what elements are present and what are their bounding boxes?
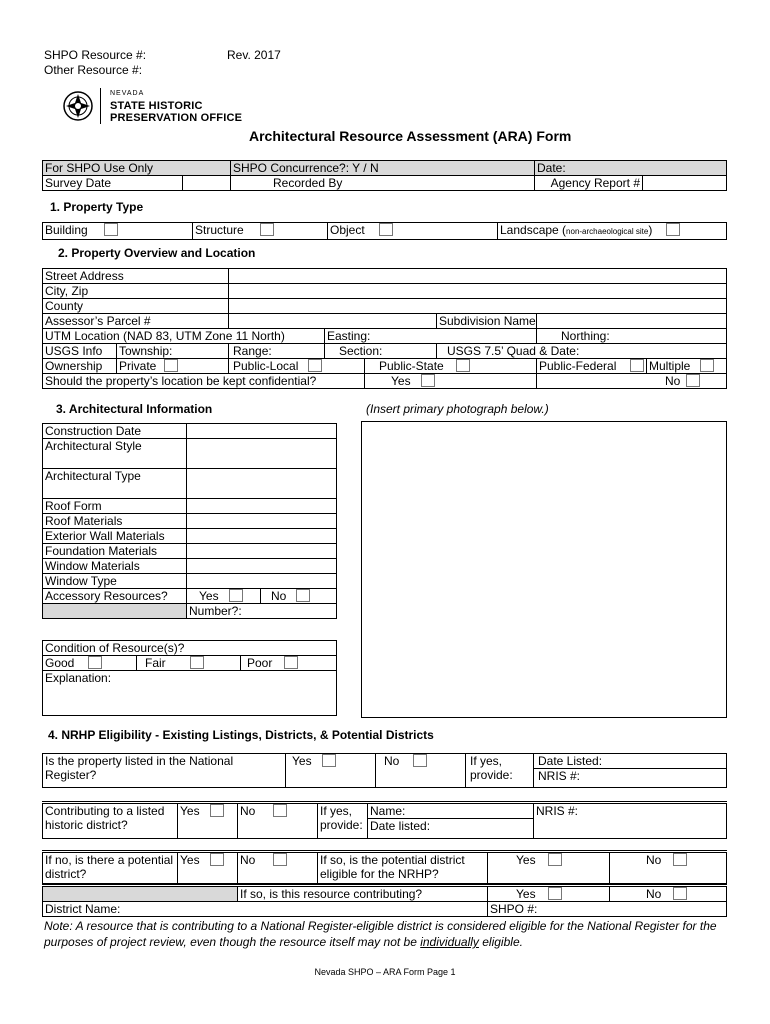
- national-register-table: [42, 753, 727, 788]
- range-label: Range:: [229, 344, 325, 359]
- shpo-logo: [100, 88, 242, 124]
- district-date-label: Date listed:: [370, 819, 431, 834]
- logo-state: NEVADA: [110, 90, 145, 97]
- district-name-label: Name:: [370, 804, 406, 818]
- accessory-no-label: No: [271, 589, 287, 603]
- shpo-resource-label: SHPO Resource #:: [44, 48, 147, 62]
- recorded-by-label: Recorded By: [273, 176, 343, 190]
- county-field[interactable]: [229, 299, 727, 314]
- accessory-yes-checkbox[interactable]: [229, 589, 243, 602]
- accessory-label: Accessory Resources?: [43, 589, 187, 604]
- confidential-yes-label: Yes: [391, 374, 411, 388]
- window-type-field[interactable]: [187, 574, 337, 589]
- note-part2: eligible.: [478, 935, 523, 949]
- eligible-no-checkbox[interactable]: [673, 853, 687, 866]
- agency-report-text: Agency Report #: [550, 176, 640, 190]
- primary-photograph-area[interactable]: [361, 421, 727, 718]
- contributing-question: Contributing to a listed historic district?: [43, 803, 178, 839]
- public-federal-checkbox[interactable]: [630, 359, 644, 372]
- district-date-field[interactable]: [368, 819, 534, 839]
- concurrence-label: SHPO Concurrence?: Y / N: [231, 161, 535, 176]
- contributing-resource-table: [42, 884, 727, 917]
- quad-label: USGS 7.5’ Quad & Date:: [437, 344, 727, 359]
- roof-materials-label: Roof Materials: [43, 514, 187, 529]
- eligible-no-cell: [610, 852, 727, 884]
- confidential-label: Should the property’s location be kept confidential?: [43, 374, 365, 389]
- contributing-resource-spacer: [43, 886, 238, 902]
- district-name-final-label: District Name:: [45, 902, 121, 916]
- accessory-no-cell: [261, 589, 337, 604]
- landscape-checkbox[interactable]: [666, 223, 680, 236]
- eligible-yes-cell: [488, 852, 610, 884]
- parcel-field[interactable]: [229, 314, 437, 329]
- good-cell: [43, 656, 137, 671]
- window-type-label: Window Type: [43, 574, 187, 589]
- roof-materials-field[interactable]: [187, 514, 337, 529]
- building-cell: [43, 223, 193, 240]
- eligibility-note: [44, 918, 734, 950]
- exterior-wall-field[interactable]: [187, 529, 337, 544]
- easting-label: Easting:: [325, 329, 537, 344]
- good-checkbox[interactable]: [88, 656, 102, 669]
- resource-yes-checkbox[interactable]: [548, 887, 562, 900]
- parcel-label: Assessor’s Parcel #: [43, 314, 229, 329]
- potential-question: If no, is there a potential district?: [43, 852, 178, 884]
- date-listed-label: Date Listed:: [538, 754, 603, 768]
- district-nris-label: NRIS #:: [536, 804, 579, 818]
- agency-report-field[interactable]: [643, 176, 727, 191]
- usgs-label: USGS Info: [43, 344, 117, 359]
- contributing-no-checkbox[interactable]: [273, 804, 287, 817]
- listed-no-checkbox[interactable]: [413, 754, 427, 767]
- public-federal-label: Public-Federal: [539, 359, 617, 373]
- section-label: Section:: [325, 344, 437, 359]
- eligible-yes-checkbox[interactable]: [548, 853, 562, 866]
- confidential-no-checkbox[interactable]: [686, 374, 700, 387]
- landscape-cell: [498, 223, 727, 240]
- window-materials-label: Window Materials: [43, 559, 187, 574]
- confidential-no-cell: [537, 374, 727, 389]
- fair-label: Fair: [145, 656, 166, 670]
- revision-label: Rev. 2017: [227, 48, 281, 62]
- contributing-no-cell: [238, 803, 318, 839]
- listed-yes-checkbox[interactable]: [322, 754, 336, 767]
- potential-no-cell: [238, 852, 318, 884]
- condition-label: Condition of Resource(s)?: [43, 641, 337, 656]
- listed-no-cell: [376, 754, 466, 788]
- structure-label: Structure: [195, 223, 244, 237]
- explanation-field[interactable]: [43, 671, 337, 716]
- number-label[interactable]: Number?:: [187, 604, 337, 619]
- potential-yes-checkbox[interactable]: [210, 853, 224, 866]
- district-table: [42, 801, 727, 839]
- contributing-yes-cell: [178, 803, 238, 839]
- poor-cell: [241, 656, 337, 671]
- landscape-note: non-archaeological site: [566, 227, 649, 236]
- public-local-checkbox[interactable]: [308, 359, 322, 372]
- arch-type-field[interactable]: [187, 469, 337, 499]
- potential-no-label: No: [240, 853, 256, 867]
- survey-date-label: Survey Date: [43, 176, 183, 191]
- resource-no-label: No: [646, 887, 662, 901]
- resource-yes-cell: [488, 886, 610, 902]
- admin-date-label: Date:: [535, 161, 727, 176]
- other-resource-label: Other Resource #:: [44, 63, 143, 77]
- note-part1: Note: A resource that is contributing to a National Register-eligible district is considered eligible for the National Register for the purposes of project review, even though the resource itself may not be: [44, 919, 717, 949]
- section2-heading: 2. Property Overview and Location: [58, 246, 256, 260]
- object-cell: [328, 223, 498, 240]
- poor-checkbox[interactable]: [284, 656, 298, 669]
- shpo-use-label: For SHPO Use Only: [43, 161, 231, 176]
- contributing-resource-question: If so, is this resource contributing?: [238, 886, 488, 902]
- date-listed-field[interactable]: [534, 754, 727, 769]
- potential-no-checkbox[interactable]: [273, 853, 287, 866]
- resource-yes-label: Yes: [516, 887, 536, 901]
- property-overview-table: [42, 268, 727, 389]
- contributing-if-yes: If yes, provide:: [318, 803, 368, 839]
- photo-caption: (Insert primary photograph below.): [366, 402, 549, 416]
- public-local-cell: [229, 359, 365, 374]
- landscape-close: ): [648, 223, 653, 237]
- accessory-yes-label: Yes: [199, 589, 219, 603]
- admin-table: [42, 160, 727, 191]
- foundation-field[interactable]: [187, 544, 337, 559]
- foundation-label: Foundation Materials: [43, 544, 187, 559]
- private-cell: [117, 359, 229, 374]
- landscape-label: Landscape (: [500, 223, 567, 237]
- listed-question: Is the property listed in the National Register?: [43, 754, 286, 788]
- city-label: City, Zip: [43, 284, 229, 299]
- form-title: Architectural Resource Assessment (ARA) Form: [249, 128, 572, 144]
- city-field[interactable]: [229, 284, 727, 299]
- shpo-number-label: SHPO #:: [490, 902, 538, 916]
- listed-no-label: No: [384, 754, 400, 768]
- public-state-label: Public-State: [379, 359, 444, 373]
- fair-cell: [137, 656, 241, 671]
- accessory-no-checkbox[interactable]: [296, 589, 310, 602]
- district-name-field[interactable]: [368, 803, 534, 819]
- listed-yes-label: Yes: [292, 754, 312, 768]
- utm-label: UTM Location (NAD 83, UTM Zone 11 North): [43, 329, 325, 344]
- shpo-number-field[interactable]: [488, 902, 727, 917]
- explanation-label: Explanation:: [45, 671, 112, 685]
- section3-heading: 3. Architectural Information: [56, 402, 213, 416]
- confidential-yes-checkbox[interactable]: [421, 374, 435, 387]
- confidential-yes-cell: [365, 374, 537, 389]
- eligible-yes-label: Yes: [516, 853, 536, 867]
- construction-date-field[interactable]: [187, 424, 337, 439]
- listed-nris-field[interactable]: [534, 769, 727, 788]
- contributing-yes-label: Yes: [180, 804, 200, 818]
- county-label: County: [43, 299, 229, 314]
- subdivision-field[interactable]: [537, 314, 727, 329]
- arch-type-label: Architectural Type: [43, 469, 187, 499]
- eligible-no-label: No: [646, 853, 662, 867]
- number-spacer: [43, 604, 187, 619]
- contributing-no-label: No: [240, 804, 256, 818]
- roof-form-field[interactable]: [187, 499, 337, 514]
- condition-table: [42, 640, 337, 716]
- multiple-label: Multiple: [649, 359, 691, 373]
- shpo-seal-icon: [62, 90, 94, 122]
- property-type-table: [42, 222, 727, 240]
- listed-nris-label: NRIS #:: [538, 769, 581, 783]
- architectural-info-table: [42, 423, 337, 619]
- recorded-by-cell[interactable]: [231, 176, 535, 191]
- resource-no-cell: [610, 886, 727, 902]
- agency-report-label: [535, 176, 643, 191]
- district-name-final-field[interactable]: [43, 902, 488, 917]
- good-label: Good: [45, 656, 75, 670]
- ownership-label: Ownership: [43, 359, 117, 374]
- arch-style-field[interactable]: [187, 439, 337, 469]
- potential-yes-label: Yes: [180, 853, 200, 867]
- northing-label: Northing:: [537, 329, 727, 344]
- multiple-cell: [647, 359, 727, 374]
- listed-if-yes: If yes, provide:: [466, 754, 534, 788]
- exterior-wall-label: Exterior Wall Materials: [43, 529, 187, 544]
- public-state-checkbox[interactable]: [456, 359, 470, 372]
- note-underlined: individually: [420, 935, 479, 949]
- potential-eligible-question: If so, is the potential district eligible for the NRHP?: [318, 852, 488, 884]
- structure-cell: [193, 223, 328, 240]
- street-field[interactable]: [229, 269, 727, 284]
- building-label: Building: [45, 223, 88, 237]
- fair-checkbox[interactable]: [190, 656, 204, 669]
- logo-line1: STATE HISTORIC: [110, 100, 203, 112]
- listed-yes-cell: [286, 754, 376, 788]
- confidential-no-label: No: [665, 374, 681, 388]
- section1-heading: 1. Property Type: [50, 200, 144, 214]
- public-federal-cell: [537, 359, 647, 374]
- roof-form-label: Roof Form: [43, 499, 187, 514]
- object-checkbox[interactable]: [379, 223, 393, 236]
- street-label: Street Address: [43, 269, 229, 284]
- accessory-yes-cell: [187, 589, 261, 604]
- private-checkbox[interactable]: [164, 359, 178, 372]
- potential-district-table: [42, 850, 727, 884]
- subdivision-label: Subdivision Name: [437, 314, 537, 329]
- resource-no-checkbox[interactable]: [673, 887, 687, 900]
- township-label: Township:: [117, 344, 229, 359]
- poor-label: Poor: [247, 656, 273, 670]
- object-label: Object: [330, 223, 365, 237]
- page-footer: Nevada SHPO – ARA Form Page 1: [314, 967, 456, 977]
- logo-line2: PRESERVATION OFFICE: [110, 112, 243, 124]
- public-state-cell: [365, 359, 537, 374]
- potential-yes-cell: [178, 852, 238, 884]
- survey-date-field[interactable]: [183, 176, 231, 191]
- private-label: Private: [119, 359, 157, 373]
- district-nris-field[interactable]: [534, 803, 727, 839]
- public-local-label: Public-Local: [233, 359, 299, 373]
- section4-heading: 4. NRHP Eligibility - Existing Listings, Districts, & Potential Districts: [48, 728, 434, 742]
- construction-date-label: Construction Date: [43, 424, 187, 439]
- contributing-yes-checkbox[interactable]: [210, 804, 224, 817]
- window-materials-field[interactable]: [187, 559, 337, 574]
- arch-style-label: Architectural Style: [43, 439, 187, 469]
- building-checkbox[interactable]: [104, 223, 118, 236]
- structure-checkbox[interactable]: [260, 223, 274, 236]
- multiple-checkbox[interactable]: [700, 359, 714, 372]
